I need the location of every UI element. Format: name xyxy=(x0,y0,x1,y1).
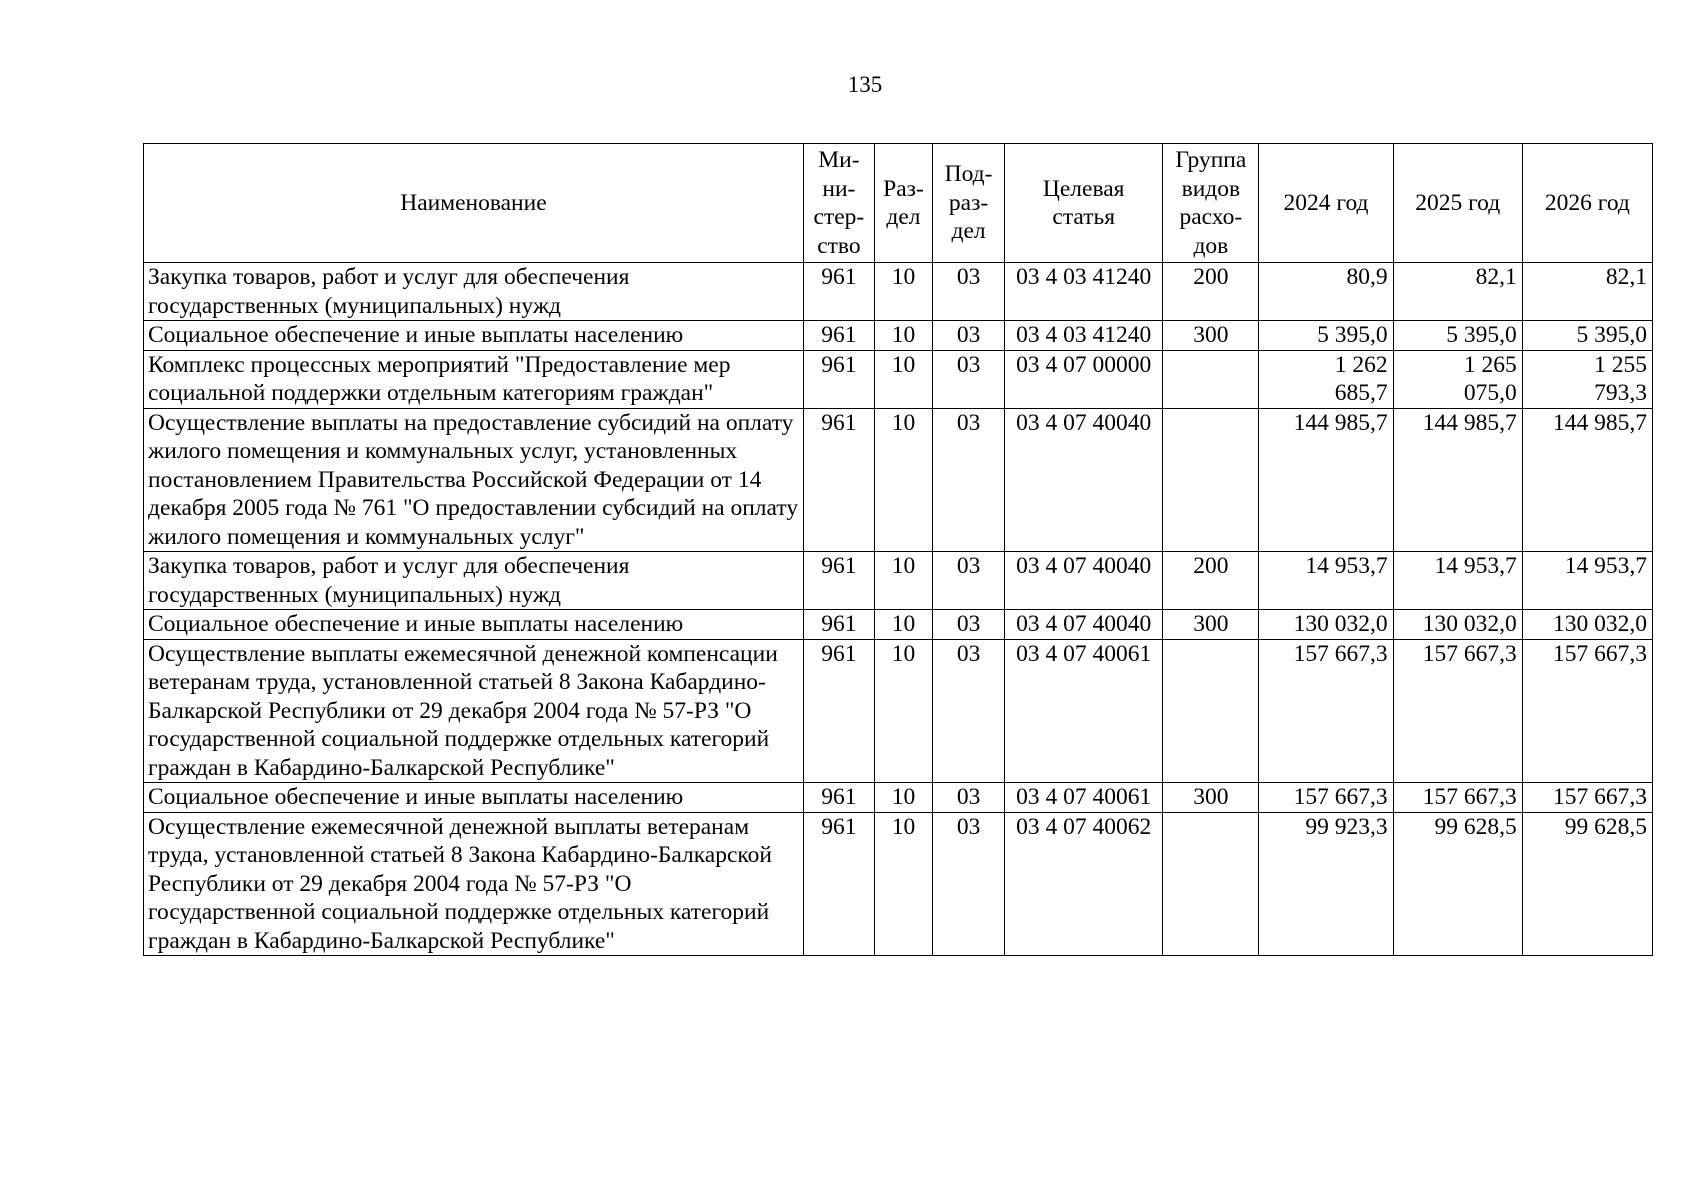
cell-2025: 5 395,0 xyxy=(1393,321,1522,351)
cell-subsection: 03 xyxy=(933,812,1005,956)
cell-ministry: 961 xyxy=(803,783,874,813)
cell-section: 10 xyxy=(874,321,932,351)
cell-expense-group: 300 xyxy=(1163,610,1259,640)
cell-2025: 157 667,3 xyxy=(1393,639,1522,783)
cell-subsection: 03 xyxy=(933,639,1005,783)
page-number: 135 xyxy=(847,72,883,97)
table-row xyxy=(144,610,1653,640)
cell-section: 10 xyxy=(874,812,932,956)
cell-name: Социальное обеспечение и иные выплаты населению xyxy=(144,610,804,640)
cell-name: Осуществление ежемесячной денежной выплаты ветеранам труда, установленной статьей 8 Закона Кабардино-Балкарской Республики от 29 декабря 2004 года № 57-РЗ "О государственной социальной поддержке отдельных категорий граждан в Кабардино-Балкарской Республике" xyxy=(144,812,804,956)
cell-name: Социальное обеспечение и иные выплаты населению xyxy=(144,783,804,813)
cell-2026: 14 953,7 xyxy=(1522,552,1652,610)
cell-2024: 14 953,7 xyxy=(1259,552,1393,610)
cell-ministry: 961 xyxy=(803,321,874,351)
cell-expense-group xyxy=(1163,350,1259,408)
column-header-subsection-text: Под- раз- дел xyxy=(944,161,993,245)
column-header-section xyxy=(874,144,932,263)
cell-section: 10 xyxy=(874,552,932,610)
cell-section: 10 xyxy=(874,408,932,552)
cell-2026: 99 628,5 xyxy=(1522,812,1652,956)
cell-expense-group xyxy=(1163,639,1259,783)
cell-target-article: 03 4 07 40062 xyxy=(1005,812,1163,956)
table-row xyxy=(144,783,1653,813)
cell-subsection: 03 xyxy=(933,552,1005,610)
cell-section: 10 xyxy=(874,263,932,321)
column-header-ministry xyxy=(803,144,874,263)
table-row xyxy=(144,263,1653,321)
cell-target-article: 03 4 07 40061 xyxy=(1005,783,1163,813)
table-row xyxy=(144,350,1653,408)
column-header-2026 xyxy=(1522,144,1652,263)
cell-2025: 1 265 075,0 xyxy=(1393,350,1522,408)
cell-ministry: 961 xyxy=(803,263,874,321)
budget-table xyxy=(143,143,1653,956)
cell-name: Комплекс процессных мероприятий "Предоставление мер социальной поддержки отдельным категориям граждан" xyxy=(144,350,804,408)
column-header-2025-text: 2025 год xyxy=(1415,189,1501,216)
cell-ministry: 961 xyxy=(803,552,874,610)
cell-2026: 157 667,3 xyxy=(1522,639,1652,783)
table-row xyxy=(144,408,1653,552)
cell-ministry: 961 xyxy=(803,639,874,783)
cell-name: Осуществление выплаты ежемесячной денежной компенсации ветеранам труда, установленной статьей 8 Закона Кабардино-Балкарской Республики от 29 декабря 2004 года № 57-РЗ "О государственной социальной поддержке отдельных категорий граждан в Кабардино-Балкарской Республике" xyxy=(144,639,804,783)
cell-ministry: 961 xyxy=(803,610,874,640)
cell-2026: 144 985,7 xyxy=(1522,408,1652,552)
cell-subsection: 03 xyxy=(933,610,1005,640)
table-row xyxy=(144,812,1653,956)
column-header-2026-text: 2026 год xyxy=(1544,189,1630,216)
cell-target-article: 03 4 07 40061 xyxy=(1005,639,1163,783)
column-header-subsection xyxy=(933,144,1005,263)
table-row xyxy=(144,639,1653,783)
cell-subsection: 03 xyxy=(933,408,1005,552)
cell-target-article: 03 4 07 40040 xyxy=(1005,552,1163,610)
cell-ministry: 961 xyxy=(803,812,874,956)
cell-2024: 5 395,0 xyxy=(1259,321,1393,351)
column-header-target-article-text: Целевая статья xyxy=(1042,175,1125,230)
table-row xyxy=(144,552,1653,610)
cell-2026: 157 667,3 xyxy=(1522,783,1652,813)
cell-2025: 99 628,5 xyxy=(1393,812,1522,956)
cell-ministry: 961 xyxy=(803,350,874,408)
column-header-name xyxy=(144,144,804,263)
cell-2024: 80,9 xyxy=(1259,263,1393,321)
cell-target-article: 03 4 07 40040 xyxy=(1005,610,1163,640)
cell-2024: 99 923,3 xyxy=(1259,812,1393,956)
cell-2026: 130 032,0 xyxy=(1522,610,1652,640)
cell-expense-group xyxy=(1163,408,1259,552)
cell-expense-group xyxy=(1163,812,1259,956)
cell-section: 10 xyxy=(874,783,932,813)
cell-2025: 144 985,7 xyxy=(1393,408,1522,552)
cell-2026: 1 255 793,3 xyxy=(1522,350,1652,408)
cell-subsection: 03 xyxy=(933,321,1005,351)
cell-section: 10 xyxy=(874,610,932,640)
cell-2025: 82,1 xyxy=(1393,263,1522,321)
column-header-2024 xyxy=(1259,144,1393,263)
table-body xyxy=(144,263,1653,956)
cell-expense-group: 300 xyxy=(1163,783,1259,813)
cell-subsection: 03 xyxy=(933,350,1005,408)
cell-2024: 157 667,3 xyxy=(1259,783,1393,813)
cell-target-article: 03 4 03 41240 xyxy=(1005,321,1163,351)
cell-target-article: 03 4 03 41240 xyxy=(1005,263,1163,321)
column-header-name-text: Наименование xyxy=(400,189,547,216)
header-row xyxy=(144,144,1653,263)
column-header-expense-group xyxy=(1163,144,1259,263)
cell-name: Закупка товаров, работ и услуг для обеспечения государственных (муниципальных) нужд xyxy=(144,263,804,321)
cell-2024: 144 985,7 xyxy=(1259,408,1393,552)
cell-expense-group: 200 xyxy=(1163,263,1259,321)
cell-2026: 5 395,0 xyxy=(1522,321,1652,351)
cell-subsection: 03 xyxy=(933,783,1005,813)
cell-target-article: 03 4 07 40040 xyxy=(1005,408,1163,552)
column-header-section-text: Раз- дел xyxy=(883,175,924,230)
cell-expense-group: 200 xyxy=(1163,552,1259,610)
column-header-ministry-text: Ми- ни- стер- ство xyxy=(813,147,865,259)
column-header-expense-group-text: Группа видов расхо- дов xyxy=(1175,147,1247,259)
cell-2025: 130 032,0 xyxy=(1393,610,1522,640)
cell-section: 10 xyxy=(874,350,932,408)
cell-name: Закупка товаров, работ и услуг для обеспечения государственных (муниципальных) нужд xyxy=(144,552,804,610)
cell-2024: 157 667,3 xyxy=(1259,639,1393,783)
cell-subsection: 03 xyxy=(933,263,1005,321)
cell-target-article: 03 4 07 00000 xyxy=(1005,350,1163,408)
table-row xyxy=(144,321,1653,351)
cell-name: Осуществление выплаты на предоставление субсидий на оплату жилого помещения и коммунальных услуг, установленных постановлением Правительства Российской Федерации от 14 декабря 2005 года № 761 "О предоставлении субсидий на оплату жилого помещения и коммунальных услуг" xyxy=(144,408,804,552)
cell-2026: 82,1 xyxy=(1522,263,1652,321)
cell-section: 10 xyxy=(874,639,932,783)
cell-ministry: 961 xyxy=(803,408,874,552)
column-header-target-article xyxy=(1005,144,1163,263)
cell-2025: 157 667,3 xyxy=(1393,783,1522,813)
cell-2024: 130 032,0 xyxy=(1259,610,1393,640)
cell-name: Социальное обеспечение и иные выплаты населению xyxy=(144,321,804,351)
cell-2024: 1 262 685,7 xyxy=(1259,350,1393,408)
cell-expense-group: 300 xyxy=(1163,321,1259,351)
cell-2025: 14 953,7 xyxy=(1393,552,1522,610)
column-header-2025 xyxy=(1393,144,1522,263)
column-header-2024-text: 2024 год xyxy=(1283,189,1369,216)
